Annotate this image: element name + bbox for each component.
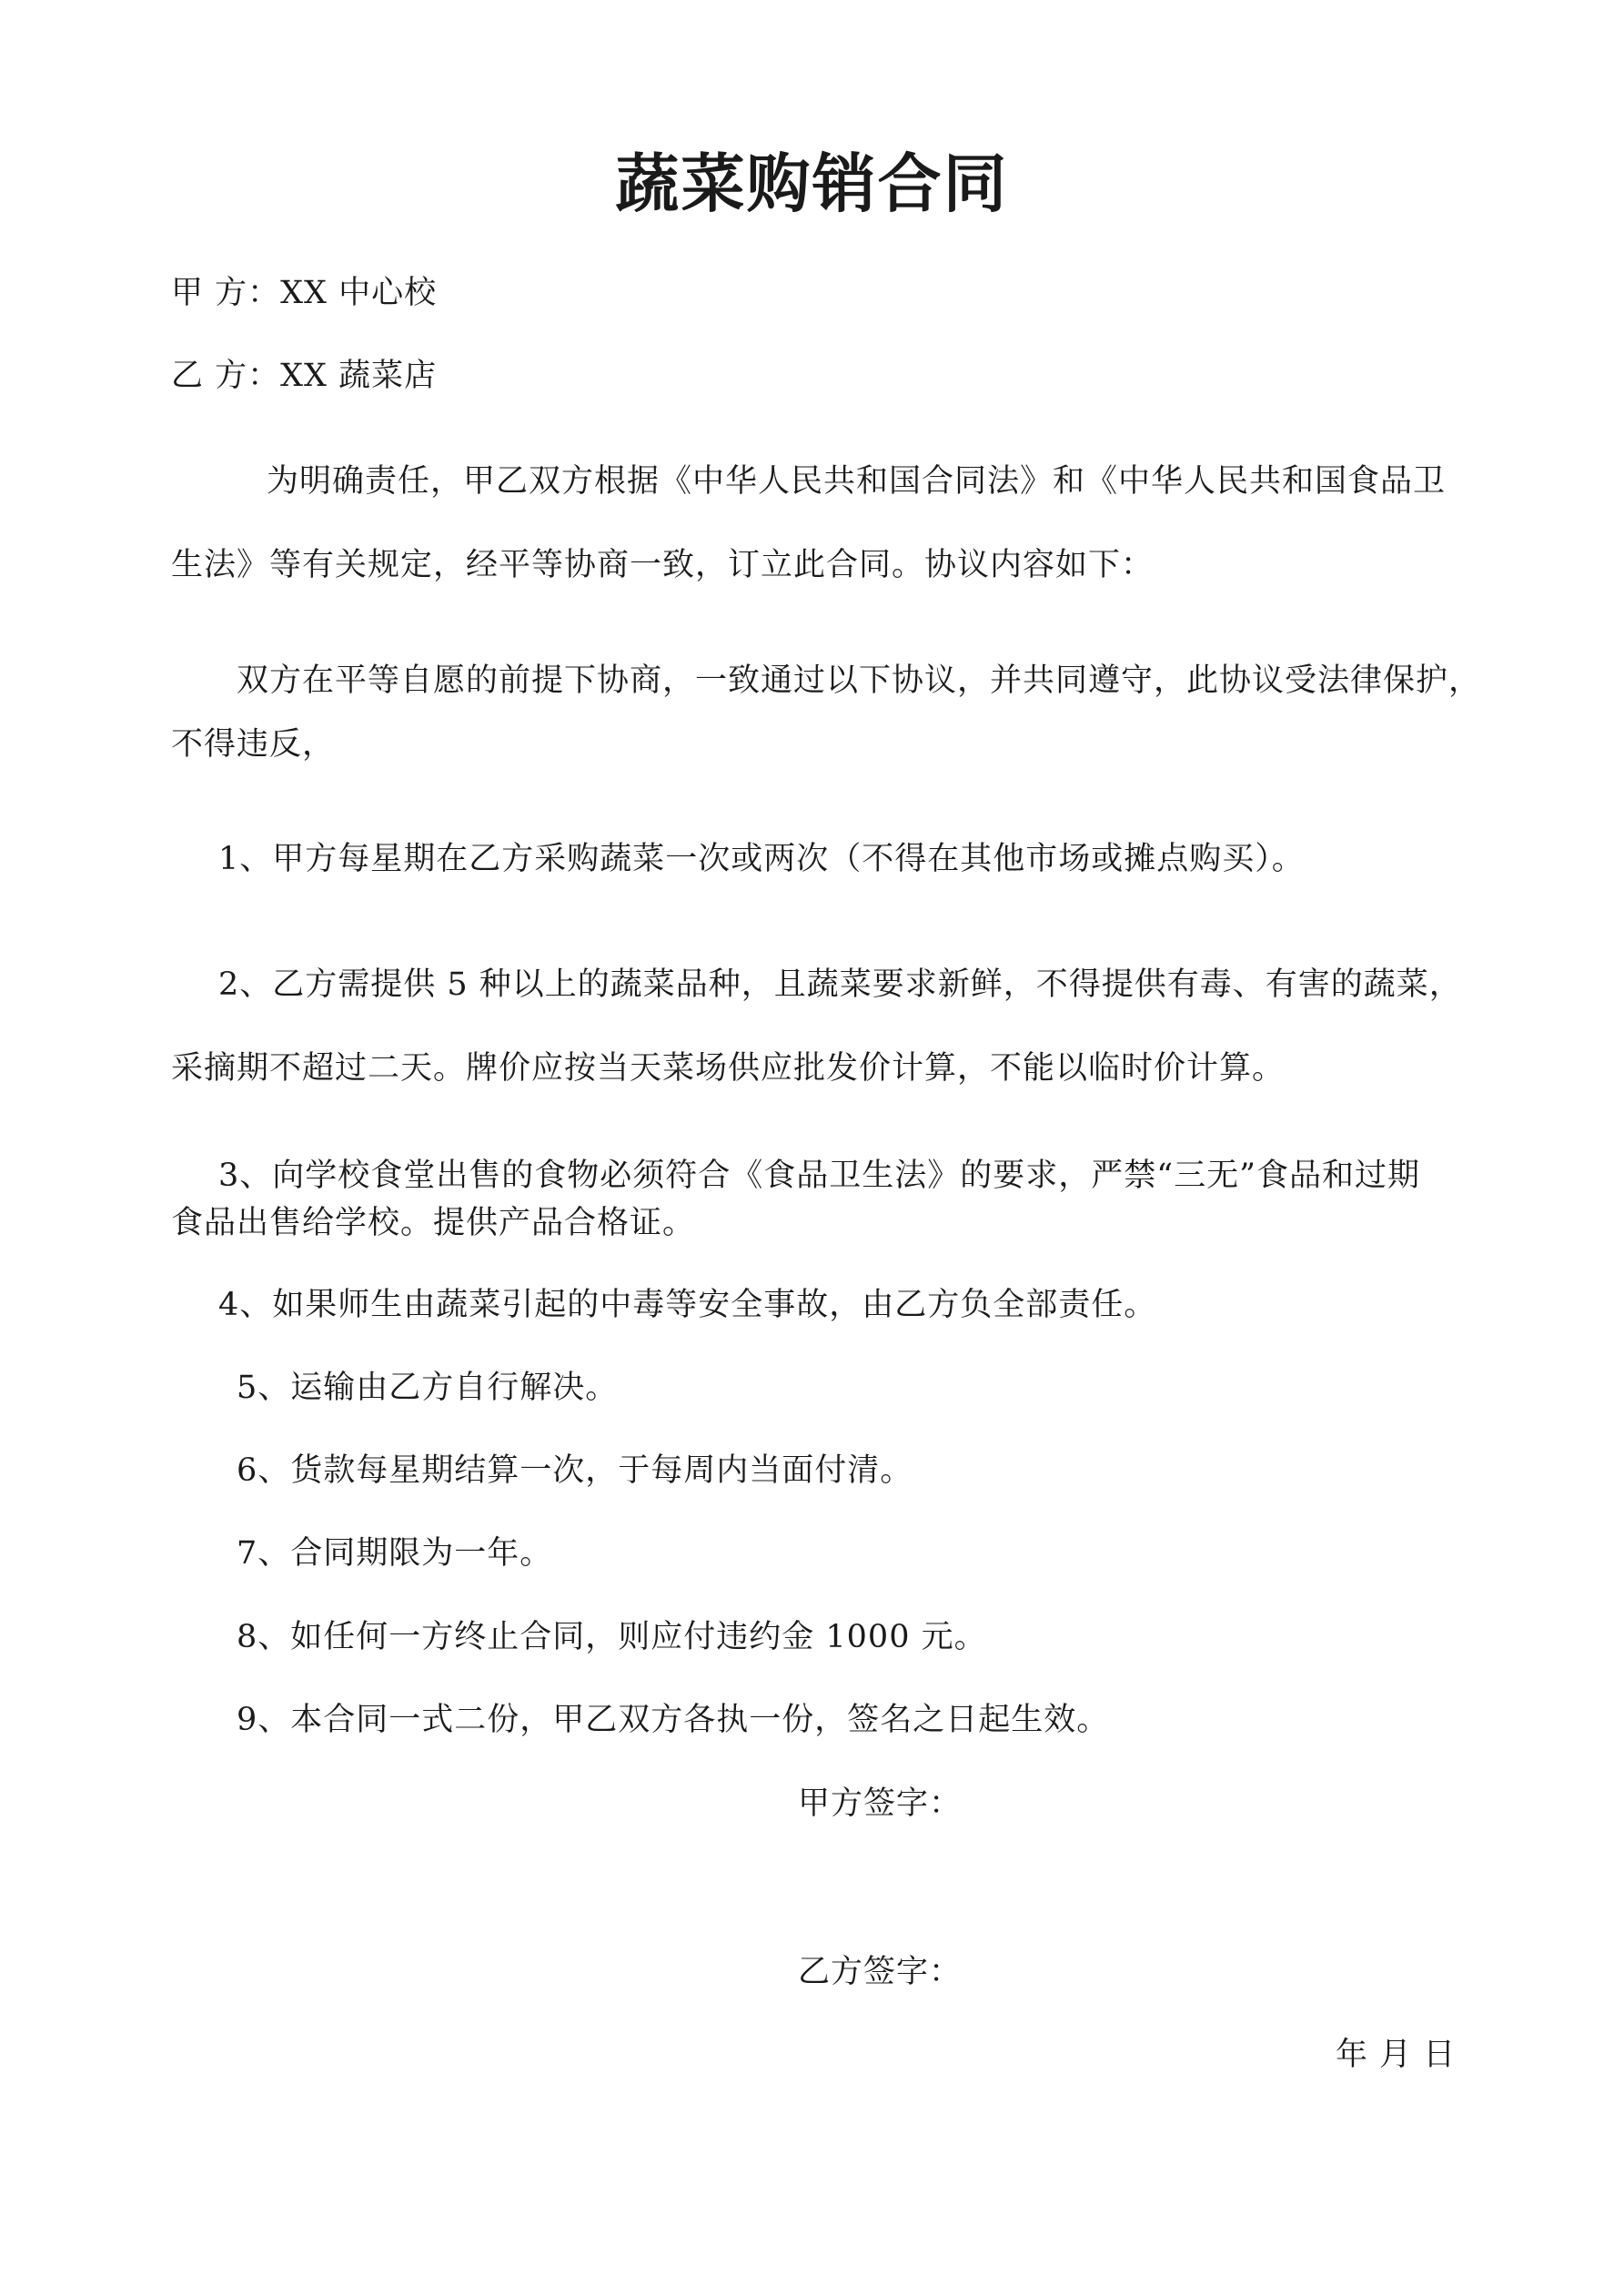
agreement-line-2: 不得违反， xyxy=(171,726,336,763)
clause-3-line-2: 食品出售给学校。提供产品合格证。 xyxy=(171,1205,696,1241)
party-a-signature-label: 甲方签字： xyxy=(798,1785,963,1822)
clause-7: 7、合同期限为一年。 xyxy=(237,1535,553,1572)
preamble-line-1: 为明确责任，甲乙双方根据《中华人民共和国合同法》和《中华人民共和国食品卫 xyxy=(267,463,1447,500)
preamble-line-2: 生法》等有关规定，经平等协商一致，订立此合同。协议内容如下： xyxy=(171,547,1155,583)
clause-2-line-2: 采摘期不超过二天。牌价应按当天菜场供应批发价计算，不能以临时价计算。 xyxy=(171,1050,1286,1087)
clause-5: 5、运输由乙方自行解决。 xyxy=(237,1370,619,1406)
date-line: 年 月 日 xyxy=(1336,2037,1457,2073)
party-b: 乙 方：XX 蔬菜店 xyxy=(171,358,438,394)
clause-3-line-1: 3、向学校食堂出售的食物必须符合《食品卫生法》的要求，严禁“三无”食品和过期 xyxy=(218,1158,1421,1194)
clause-2-line-1: 2、乙方需提供 5 种以上的蔬菜品种，且蔬菜要求新鲜，不得提供有毒、有害的蔬菜， xyxy=(218,966,1462,1003)
clause-9: 9、本合同一式二份，甲乙双方各执一份，签名之日起生效。 xyxy=(237,1702,1110,1738)
clause-6: 6、货款每星期结算一次，于每周内当面付清。 xyxy=(237,1452,913,1489)
document-title: 蔬菜购销合同 xyxy=(615,146,1009,221)
clause-1: 1、甲方每星期在乙方采购蔬菜一次或两次（不得在其他市场或摊点购买）。 xyxy=(218,841,1305,877)
clause-4: 4、如果师生由蔬菜引起的中毒等安全事故，由乙方负全部责任。 xyxy=(218,1287,1157,1323)
party-a: 甲 方：XX 中心校 xyxy=(171,275,438,311)
agreement-line-1: 双方在平等自愿的前提下协商，一致通过以下协议，并共同遵守，此协议受法律保护， xyxy=(237,663,1482,699)
party-b-signature-label: 乙方签字： xyxy=(798,1954,963,1990)
clause-8: 8、如任何一方终止合同，则应付违约金 1000 元。 xyxy=(237,1619,987,1655)
